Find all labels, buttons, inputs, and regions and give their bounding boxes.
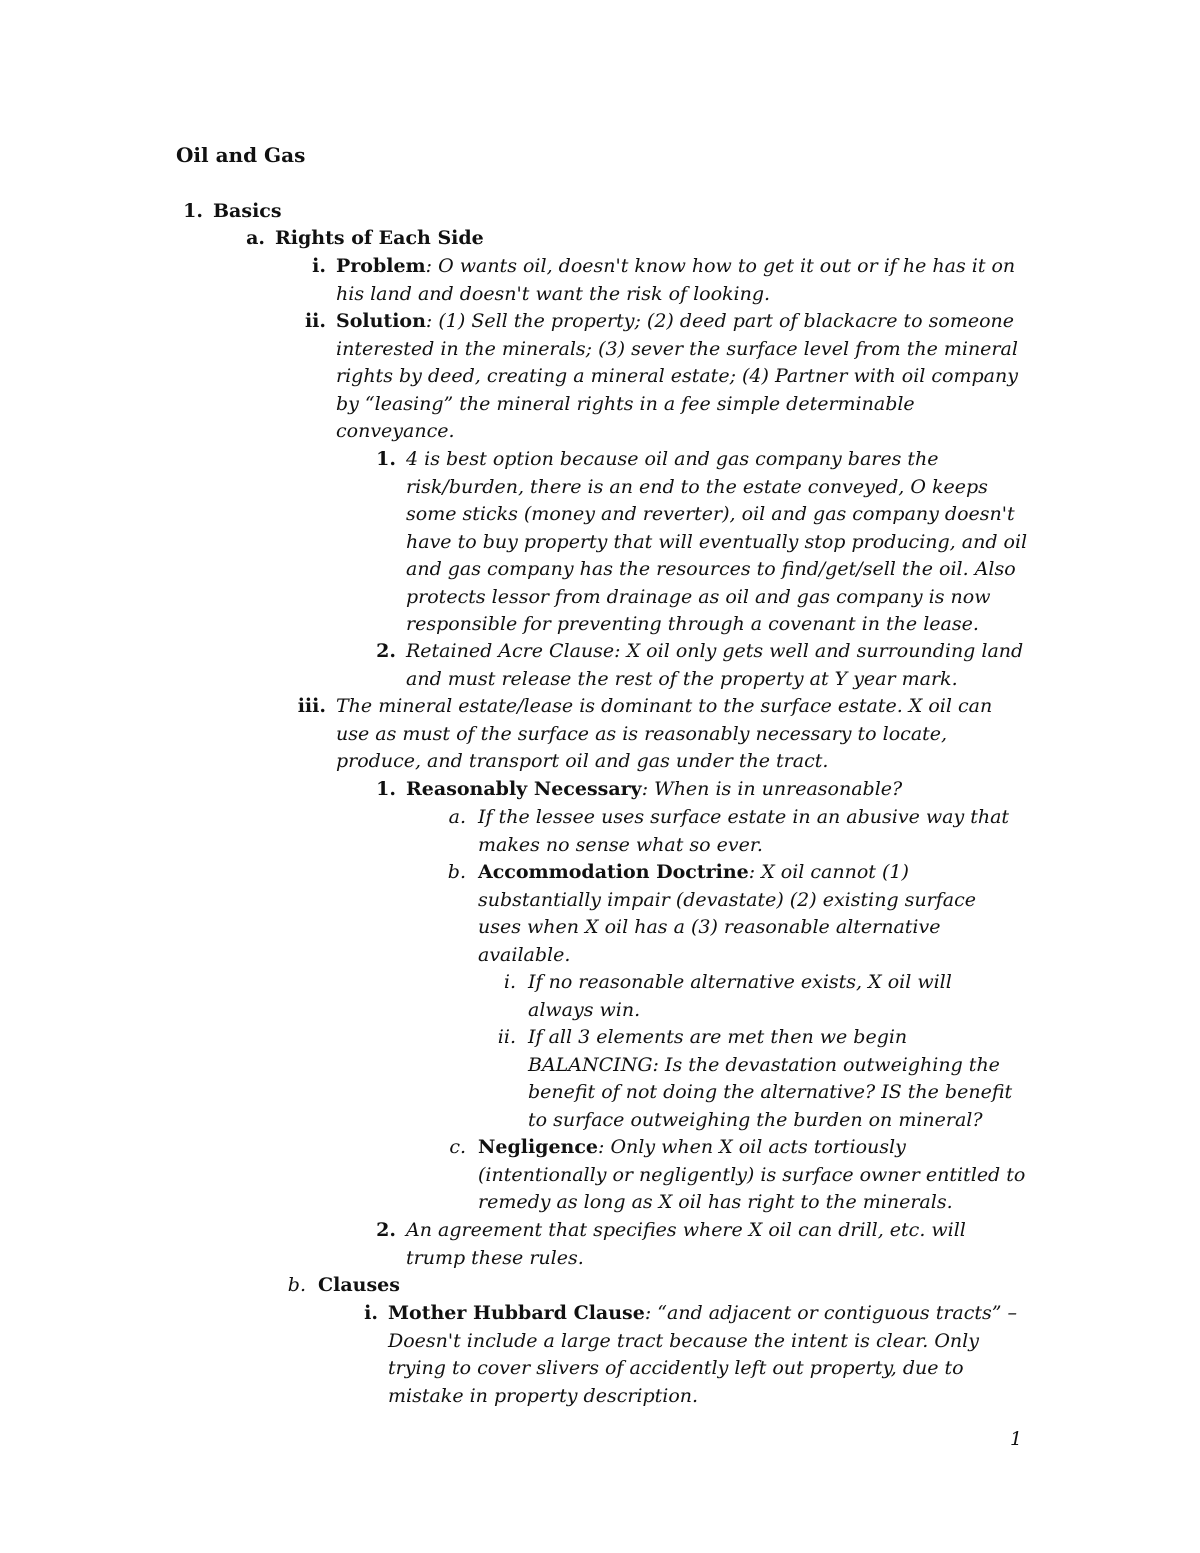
item-balancing [497,1024,1028,1134]
item-text: The mineral estate/lease is dominant to the surface estate. X oil can use as must of the surface as is reasonably necessary to locate, produce, and transport oil and gas under the tract. [336,695,993,772]
item-marker: i. [364,1302,378,1324]
item-agreement [376,1217,996,1272]
page-title: Oil and Gas [176,143,306,167]
item-solution [304,308,1026,446]
page-number: 1 [1010,1428,1023,1450]
item-text: If all 3 elements are met then we begin BALANCING: Is the devastation outweighing the benefit of not doing the alternative? IS the benefit to surface outweighing the burden on mineral? [528,1026,1013,1131]
item-separator: : [598,1136,605,1158]
item-text: Retained Acre Clause: X oil only gets well and surrounding land and must release the rest of the property at Y year mark. [406,640,1024,690]
item-heading: Reasonably Necessary [406,778,642,800]
item-problem [312,253,1026,308]
section-marker: 1. [183,200,203,222]
section-1b [287,1272,1018,1300]
item-marker: 1. [376,778,396,800]
item-marker: i. [503,971,516,993]
item-separator: : [748,861,756,883]
item-abusive-use [448,804,1023,859]
item-marker: b. [447,861,466,883]
item-separator: : [425,255,433,277]
item-mother-hubbard [364,1300,1028,1410]
item-heading: Problem [336,255,426,277]
item-text: (1) Sell the property; (2) deed part of blackacre to someone interested in the minerals; (3) sever the surface level from the mineral rights by deed, creating a mineral estate; (4) Partner with oil company by “leasing” the mineral rights in a fee simple determinable conveyance. [336,310,1018,442]
section-marker: b. [287,1274,306,1296]
section-heading: Rights of Each Side [275,227,484,249]
item-text: When is in unreasonable? [648,778,903,800]
item-marker: i. [312,255,326,277]
section-1 [183,198,1013,226]
item-heading: Solution [336,310,426,332]
item-marker: iii. [297,695,326,717]
item-best-option [376,446,1031,639]
item-separator: : [641,778,649,800]
item-marker: 1. [376,448,396,470]
item-marker: ii. [304,310,326,332]
item-text: If no reasonable alternative exists, X oil will always win. [528,971,952,1021]
item-dominant-estate [297,693,1026,776]
item-marker: c. [449,1136,466,1158]
item-heading: Accommodation Doctrine [478,861,749,883]
section-1a [246,225,1035,253]
section-marker: a. [246,227,265,249]
item-negligence [449,1134,1028,1217]
item-text: Only when X oil acts tortiously (intentionally or negligently) is surface owner entitled to remedy as long as X oil has right to the minerals. [478,1136,1026,1213]
item-text: X oil cannot (1) substantially impair (devastate) (2) existing surface uses when X oil has a (3) reasonable alternative available. [478,861,976,966]
item-marker: ii. [497,1026,516,1048]
item-text: “and adjacent or contiguous tracts” – Doesn't include a large tract because the intent is clear. Only trying to cover slivers of accidently left out property, due to mistake in property description. [388,1302,1018,1407]
item-marker: a. [448,806,466,828]
item-heading: Negligence [478,1136,599,1158]
item-reasonably-necessary [376,776,1031,804]
item-accommodation-doctrine [447,859,1008,969]
section-heading: Clauses [318,1274,400,1296]
item-retained-acre [376,638,1031,693]
item-text: O wants oil, doesn't know how to get it out or if he has it on his land and doesn't want the risk of looking. [336,255,1016,305]
item-text: 4 is best option because oil and gas company bares the risk/burden, there is an end to the estate conveyed, O keeps some sticks (money and reverter), oil and gas company doesn't have to buy property that will eventually stop producing, and oil and gas company has the resources to find/get/sell the oil. Also protects lessor from drainage as oil and gas company is now responsible for preventing through a covenant in the lease. [406,448,1028,635]
item-separator: : [644,1302,652,1324]
item-marker: 2. [376,1219,396,1241]
item-separator: : [425,310,433,332]
item-heading: Mother Hubbard Clause [388,1302,645,1324]
item-text: An agreement that specifies where X oil can drill, etc. will trump these rules. [406,1219,966,1269]
item-marker: 2. [376,640,396,662]
section-heading: Basics [213,200,282,222]
item-no-alternative [503,969,978,1024]
item-text: If the lessee uses surface estate in an abusive way that makes no sense what so ever. [478,806,1010,856]
